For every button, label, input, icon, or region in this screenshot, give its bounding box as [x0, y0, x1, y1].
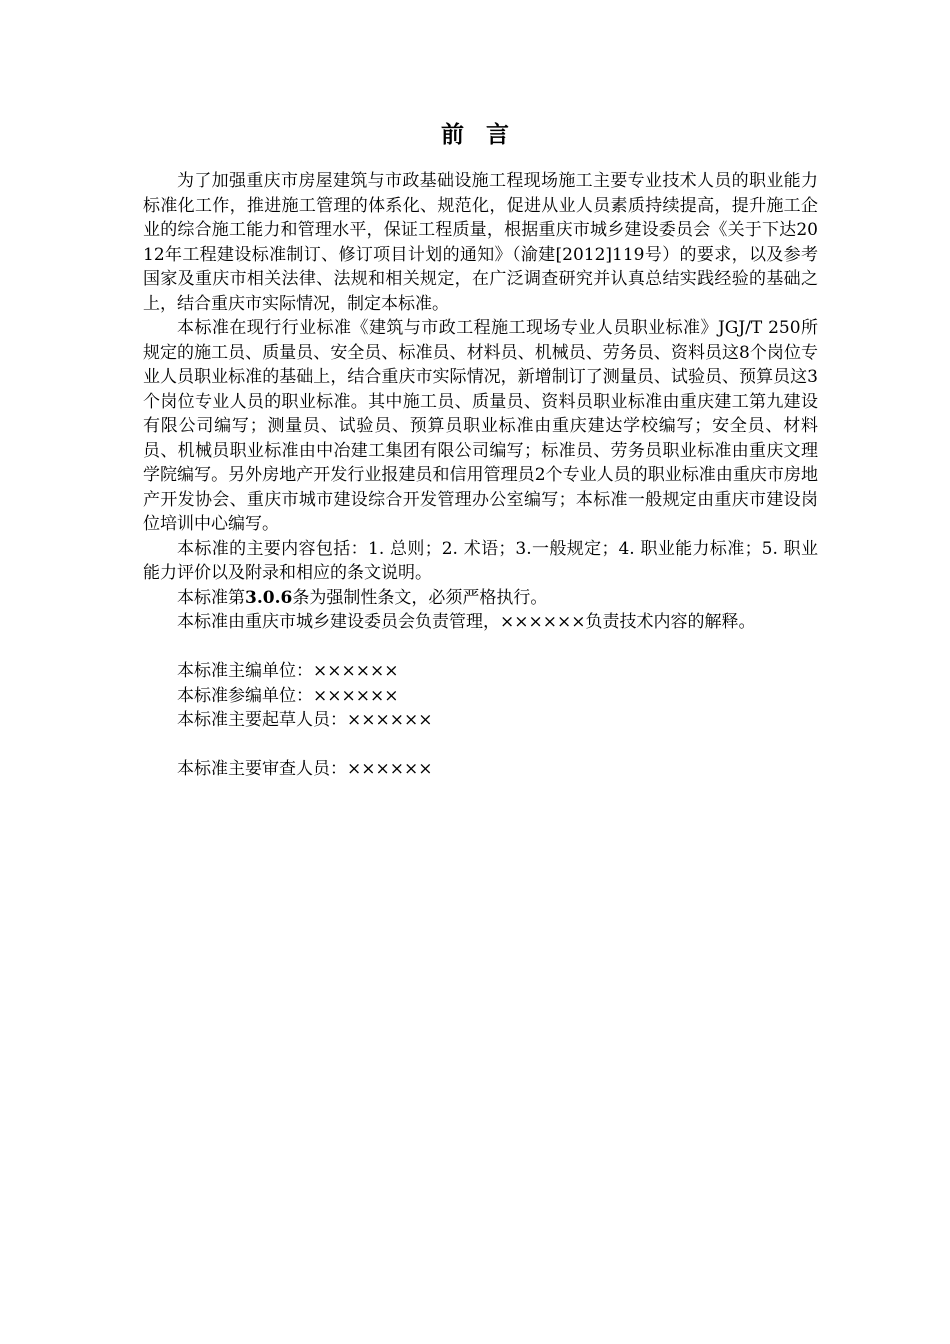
paragraph-contents: 本标准的主要内容包括：1. 总则；2. 术语；3.一般规定；4. 职业能力标准；5. 职业能力评价以及附录和相应的条文说明。	[143, 538, 818, 583]
paragraph-mandatory-clause	[143, 586, 818, 611]
blank-line	[143, 635, 818, 660]
participating-editor-unit: 本标准参编单位：××××××	[177, 685, 399, 706]
mandatory-clause-prefix: 本标准第	[177, 587, 245, 608]
document-body	[143, 169, 818, 782]
main-reviewers: 本标准主要审查人员：××××××	[177, 759, 433, 779]
paragraph-management: 本标准由重庆市城乡建设委员会负责管理，××××××负责技术内容的解释。	[177, 612, 756, 632]
mandatory-clause-number: 3.0.6	[245, 587, 293, 608]
main-drafters: 本标准主要起草人员：××××××	[177, 710, 433, 730]
blank-line	[143, 733, 818, 758]
page-title: 前言	[441, 121, 531, 148]
mandatory-clause-suffix: 条为强制性条文，必须严格执行。	[292, 587, 548, 608]
paragraph-purpose: 为了加强重庆市房屋建筑与市政基础设施工程现场施工主要专业技术人员的职业能力标准化工作，推进施工管理的体系化、规范化，促进从业人员素质持续提高，提升施工企业的综合施工能力和管理水平，保证工程质量，根据重庆市城乡建设委员会《关于下达2012年工程建设标准制订、修订项目计划的通知》（渝建[2012]119号）的要求，以及参考国家及重庆市相关法律、法规和相关规定，在广泛调查研究并认真总结实践经验的基础之上，结合重庆市实际情况，制定本标准。	[143, 171, 818, 314]
chief-editor-unit: 本标准主编单位：××××××	[177, 661, 399, 681]
paragraph-scope: 本标准在现行行业标准《建筑与市政工程施工现场专业人员职业标准》JGJ/T 250所规定的施工员、质量员、安全员、标准员、材料员、机械员、劳务员、资料员这8个岗位专业人员职业标准的基础上，结合重庆市实际情况，新增制订了测量员、试验员、预算员这3个岗位专业人员的职业标准。其中施工员、质量员、资料员职业标准由重庆建工第九建设有限公司编写；测量员、试验员、预算员职业标准由重庆建达学校编写；安全员、材料员、机械员职业标准由中冶建工集团有限公司编写；标准员、劳务员职业标准由重庆文理学院编写。另外房地产开发行业报建员和信用管理员2个专业人员的职业标准由重庆市房地产开发协会、重庆市城市建设综合开发管理办公室编写；本标准一般规定由重庆市建设岗位培训中心编写。	[143, 318, 818, 534]
